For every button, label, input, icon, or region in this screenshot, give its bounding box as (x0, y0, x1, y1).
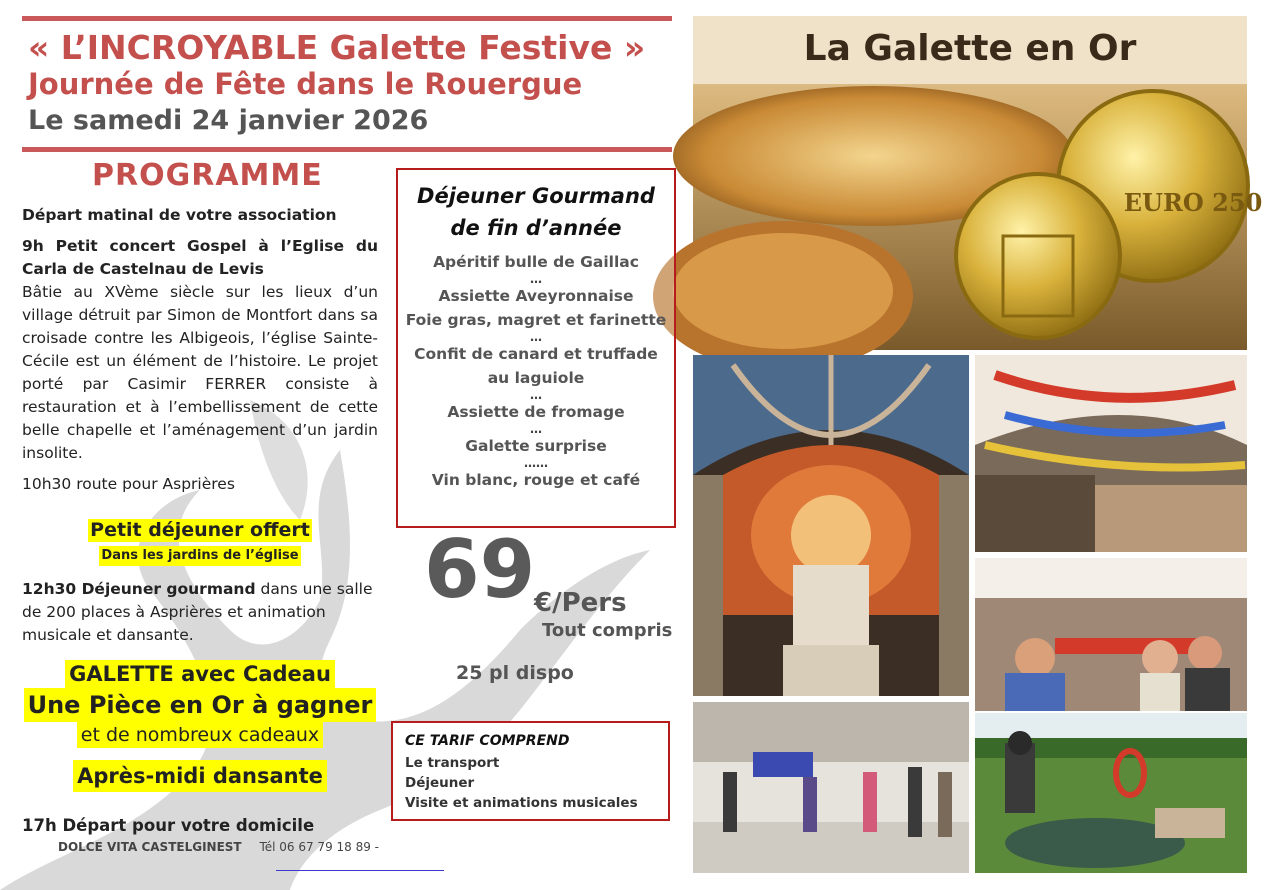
price-amount: 69 (424, 523, 536, 616)
breakfast-place: Dans les jardins de l’église (99, 546, 300, 566)
footer (58, 840, 379, 854)
concert-title: 9h Petit concert Gospel à l’Eglise du Carla de Castelnau de Levis (22, 237, 378, 278)
footer-link-underline (276, 870, 444, 871)
lunch-block (22, 578, 378, 647)
price-note: Tout compris (542, 620, 673, 641)
menu-separator: … (530, 330, 542, 344)
painted-ceiling-photo (975, 355, 1247, 552)
gold-label: Une Pièce en Or à gagner (24, 688, 377, 722)
breakfast-label: Petit déjeuner offert (90, 519, 310, 541)
programme-heading: PROGRAMME (92, 158, 323, 193)
afternoon-label: Après-midi dansante (73, 760, 327, 792)
event-date: Le samedi 24 janvier 2026 (28, 105, 429, 136)
top-rule (22, 16, 672, 21)
menu-title (398, 180, 674, 244)
menu-separator: … (530, 388, 542, 402)
menu-item: Apéritif bulle de Gaillac (433, 253, 639, 271)
galette-gold-image (693, 16, 1263, 350)
menu-item: Confit de canard et truffade au laguiole (414, 345, 658, 387)
menu-item: Vin blanc, rouge et café (431, 471, 641, 489)
bottom-rule (22, 147, 672, 152)
lunch-time: 12h30 Déjeuner gourmand (22, 580, 256, 598)
coin-text: EURO 250 (1123, 188, 1263, 217)
menu-box (396, 168, 676, 528)
price-unit: €/Pers (534, 588, 627, 618)
galette-label: GALETTE avec Cadeau (65, 660, 335, 688)
menu-item: Assiette de fromage (447, 403, 625, 421)
gifts-label: et de nombreux cadeaux (77, 722, 323, 748)
menu-separator: … (530, 422, 542, 436)
programme-column (22, 204, 378, 496)
menu-items (398, 250, 674, 492)
garden-photo (975, 713, 1247, 873)
menu-title-line1: Déjeuner Gourmand (417, 184, 655, 208)
tarif-item: Visite et animations musicales (405, 795, 638, 811)
chapel-photo (693, 355, 969, 696)
tarif-item: Déjeuner (405, 775, 475, 791)
breakfast-block (22, 519, 378, 566)
availability: 25 pl dispo (456, 662, 574, 684)
return-text: 17h Départ pour votre domicile (22, 816, 315, 835)
route-text: 10h30 route pour Asprières (22, 475, 235, 493)
menu-title-line2: de fin d’année (450, 216, 622, 240)
concert-description: Bâtie au XVème siècle sur les lieux d’un village détruit par Simon de Montfort dans sa croisade contre les Albigeois, l’église Sainte-Cécile est un élément de l’histoire. Le projet porté par Casimir FERRER consiste à restauration et à l’embellissement de cette belle chapelle et l’aménagement d’un jardin insolite. (22, 283, 378, 462)
event-subtitle: Journée de Fête dans le Rouergue (28, 67, 583, 101)
menu-separator: … (530, 272, 542, 286)
footer-phone: Tél 06 67 79 18 89 - (259, 840, 380, 854)
galette-block (22, 660, 378, 792)
lunch-desc: dans une salle de 200 places à Asprières et animation musicale et dansante. (22, 580, 373, 644)
galette-title: La Galette en Or (803, 28, 1137, 69)
event-title: « L’INCROYABLE Galette Festive » (28, 28, 646, 67)
tarif-heading: CE TARIF COMPREND (405, 733, 570, 749)
footer-brand: DOLCE VITA CASTELGINEST (58, 840, 242, 854)
tarif-item: Le transport (405, 755, 500, 771)
menu-item: Foie gras, magret et farinette (405, 311, 667, 329)
departure-text: Départ matinal de votre association (22, 206, 337, 224)
menu-item: Galette surprise (465, 437, 607, 455)
dancing-photo (693, 702, 969, 873)
tarif-box (391, 721, 670, 821)
menu-item: Assiette Aveyronnaise (438, 287, 634, 305)
banquet-photo (975, 558, 1247, 711)
menu-separator: …… (524, 456, 548, 470)
